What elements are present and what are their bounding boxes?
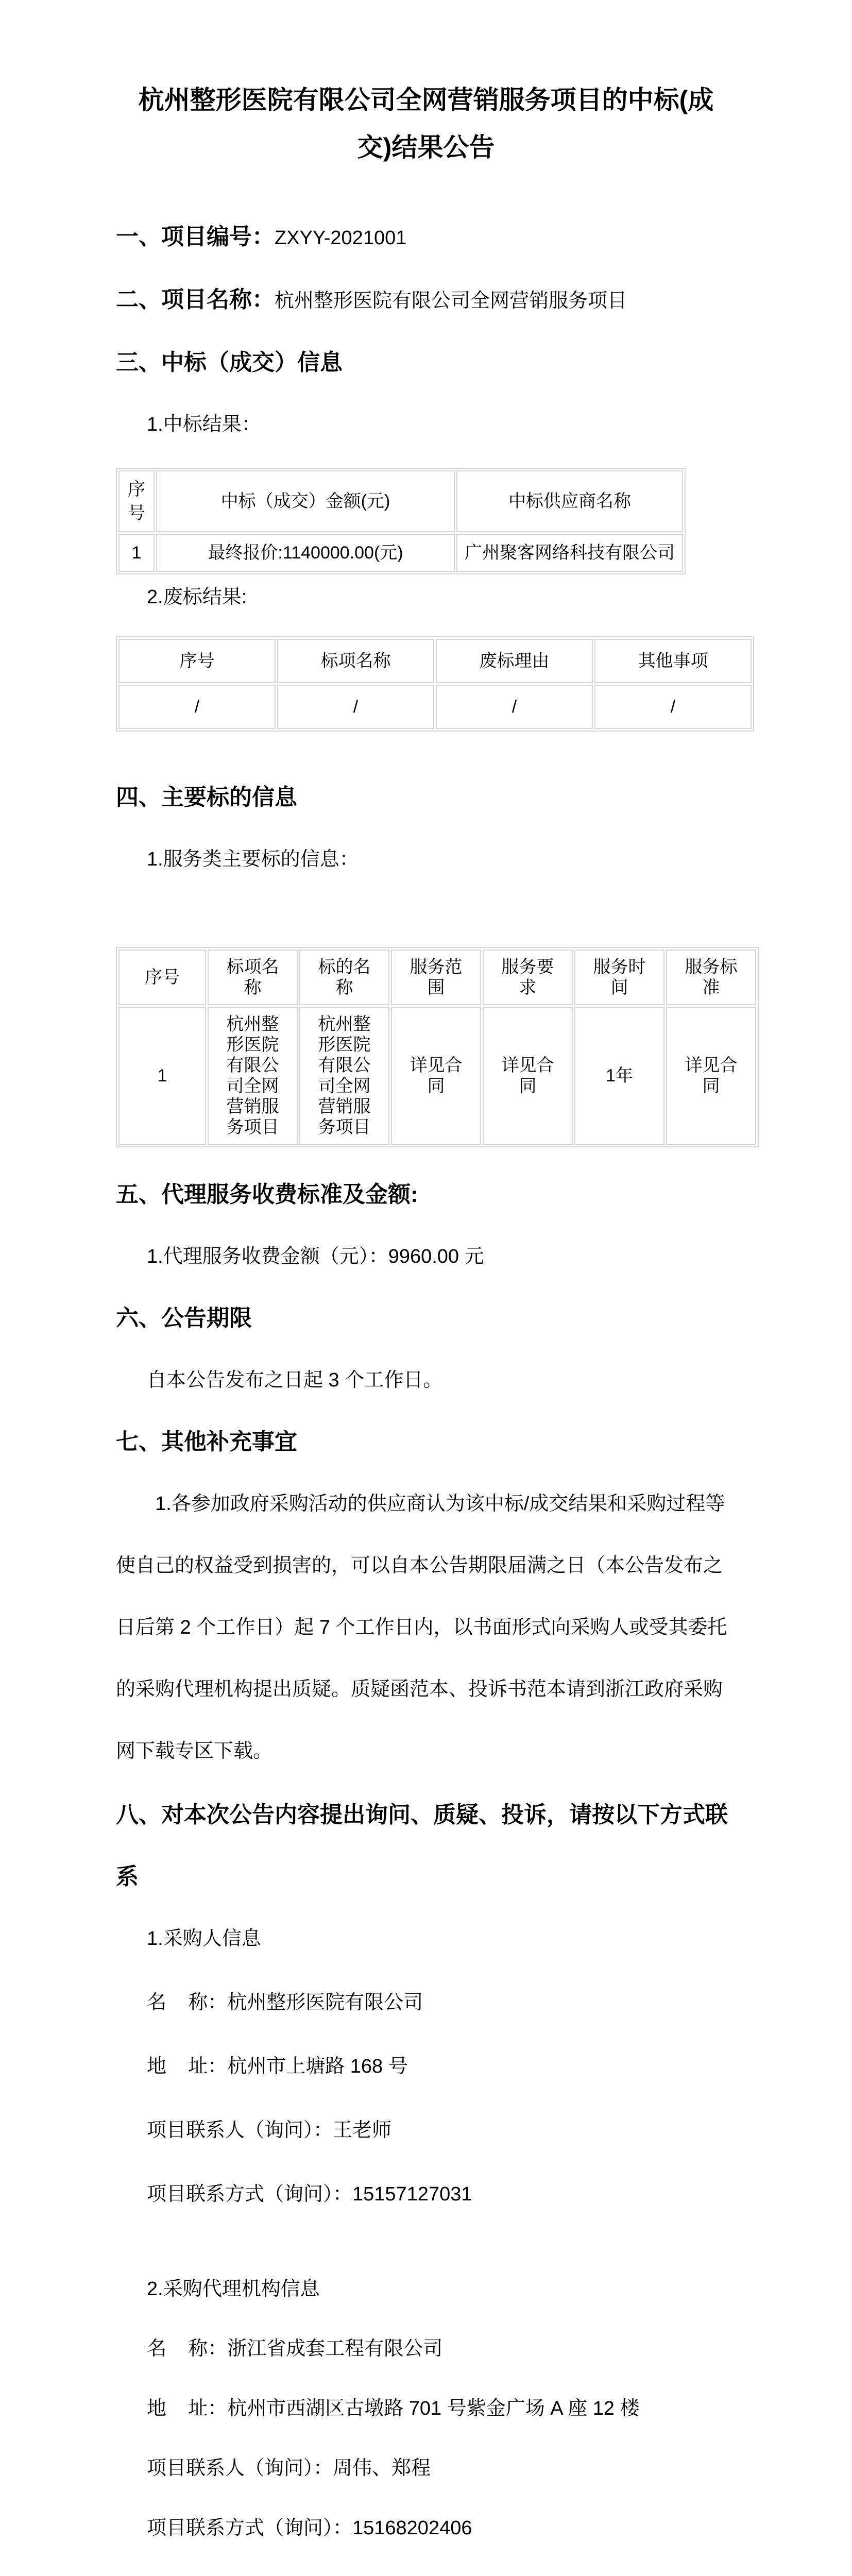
agency-fee-line: 1.代理服务收费金额（元）：9960.00 元 [147,1246,484,1267]
reject-data-row [118,685,752,729]
purchaser-phone-line: 项目联系方式（询问）：15157127031 [147,2183,472,2205]
service-header-time: 服务时间 [574,950,664,1005]
purchaser-contact-line: 项目联系人（询问）：王老师 [147,2120,392,2141]
section-project-number [116,223,736,252]
bid-header-supplier: 中标供应商名称 [456,470,683,532]
section-contact-heading: 八、对本次公告内容提出询问、质疑、投诉，请按以下方式联系 [116,1802,728,1889]
service-header-standard: 服务标准 [666,950,756,1005]
bid-result-header-row [118,470,683,532]
service-cell-standard: 详见合同 [666,1007,756,1145]
bid-header-seq: 序号 [118,470,155,532]
agency-address-line: 地 址：杭州市西湖区古墩路 701 号紫金广场 A 座 12 楼 [147,2398,640,2419]
reject-cell-reason: / [436,685,593,729]
bid-cell-amount: 最终报价:1140000.00(元) [156,534,455,572]
project-name-label: 二、项目名称： [116,287,275,312]
agency-name-line: 名 称：浙江省成套工程有限公司 [147,2338,443,2360]
reject-cell-item: / [277,685,434,729]
document-content [0,76,852,2543]
service-targets-table [116,947,759,1147]
service-header-target-name: 标的名称 [299,950,389,1005]
page-title: 杭州整形医院有限公司全网营销服务项目的中标(成交)结果公告 [138,86,714,162]
service-header-row [118,950,756,1005]
bid-header-amount: 中标（成交）金额(元) [156,470,455,532]
service-cell-seq: 1 [118,1007,206,1145]
bid-cell-seq: 1 [118,534,155,572]
bid-result-data-row [118,534,683,572]
bid-result-table [116,468,686,574]
service-cell-target-name: 杭州整形医院有限公司全网营销服务项目 [299,1007,389,1145]
reject-result-table [116,636,754,732]
reject-cell-seq: / [118,685,276,729]
service-header-requirement: 服务要求 [483,950,573,1005]
bid-result-label: 1.中标结果： [147,414,261,435]
reject-header-seq: 序号 [118,639,276,683]
reject-header-other: 其他事项 [594,639,752,683]
announcement-period-line: 自本公告发布之日起 3 个工作日。 [147,1369,443,1391]
project-number-label: 一、项目编号： [116,224,275,249]
bid-cell-supplier: 广州聚客网络科技有限公司 [456,534,683,572]
section-main-targets-heading: 四、主要标的信息 [116,785,297,810]
service-cell-item-name: 杭州整形医院有限公司全网营销服务项目 [208,1007,298,1145]
purchaser-name-line: 名 称：杭州整形医院有限公司 [147,1992,423,2013]
reject-result-label: 2.废标结果: [147,586,247,608]
section-agency-fee-heading: 五、代理服务收费标准及金额: [116,1182,418,1207]
service-header-item-name: 标项名称 [208,950,298,1005]
section-bid-info-heading: 三、中标（成交）信息 [116,350,343,375]
section-project-name [116,285,736,315]
service-data-row [118,1007,756,1145]
service-cell-requirement: 详见合同 [483,1007,573,1145]
announcement-page [0,76,852,2576]
reject-cell-other: / [594,685,752,729]
service-cell-scope: 详见合同 [391,1007,481,1145]
agency-contact-line: 项目联系人（询问）：周伟、郑程 [147,2458,431,2479]
supplement-paragraph: 1.各参加政府采购活动的供应商认为该中标/成交结果和采购过程等使自己的权益受到损害的，可以自本公告期限届满之日（本公告发布之日后第 2 个工作日）起 7 个工作日内，以书面形式向采购人或受其委托的采购代理机构提出质疑。质疑函范本、投诉书范本请到浙江政府采购网下载专区下载。 [116,1493,727,1762]
agency-info-heading: 2.采购代理机构信息 [147,2278,320,2300]
reject-header-reason: 废标理由 [436,639,593,683]
reject-header-row [118,639,752,683]
project-name-value: 杭州整形医院有限公司全网营销服务项目 [275,290,627,312]
reject-header-item: 标项名称 [277,639,434,683]
service-header-scope: 服务范围 [391,950,481,1005]
service-info-label: 1.服务类主要标的信息： [147,849,359,870]
purchaser-info-heading: 1.采购人信息 [147,1928,261,1950]
agency-phone-line: 项目联系方式（询问）：15168202406 [147,2517,472,2539]
purchaser-address-line: 地 址：杭州市上塘路 168 号 [147,2056,408,2077]
project-number-value: ZXYY-2021001 [275,227,407,249]
service-cell-time: 1年 [574,1007,664,1145]
service-header-seq: 序号 [118,950,206,1005]
section-supplement-heading: 七、其他补充事宜 [116,1429,297,1454]
section-period-heading: 六、公告期限 [116,1306,252,1331]
